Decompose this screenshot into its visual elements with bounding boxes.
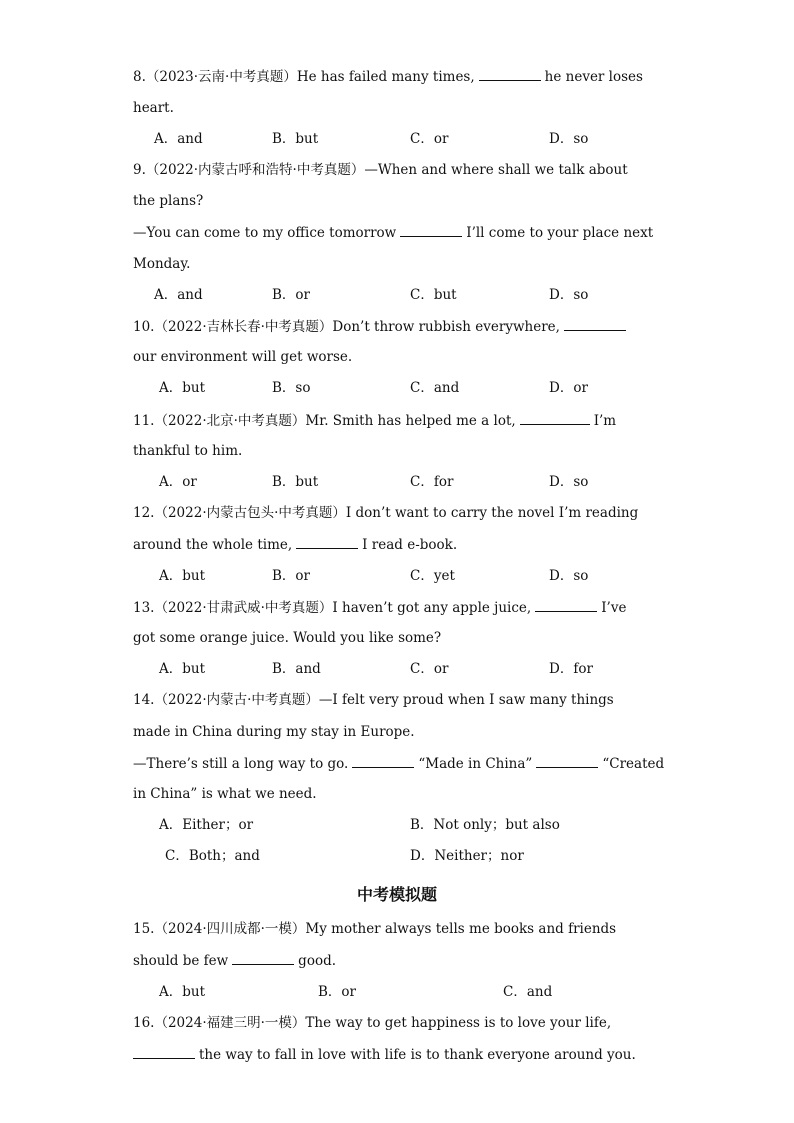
- question-8-line-2: heart.: [133, 100, 174, 116]
- option-b: B．but: [272, 474, 319, 490]
- question-9-text-end: I’ll come to your place next: [466, 225, 654, 241]
- answer-blank: [400, 224, 462, 237]
- question-12-line-2: [133, 536, 653, 553]
- option-b: B．so: [272, 380, 311, 396]
- question-10-options: [0, 380, 794, 396]
- option-c: C．for: [410, 474, 454, 490]
- option-c: C．and: [503, 984, 553, 1000]
- option-b: B．but: [272, 131, 319, 147]
- question-15-text: should be few: [133, 953, 229, 969]
- question-12-text: around the whole time,: [133, 537, 293, 553]
- question-12-line-1: 12.（2022·内蒙古包头·中考真题）I don’t want to carry the novel I’m reading: [133, 505, 639, 521]
- question-16-text: the way to fall in love with life is to thank everyone around you.: [199, 1047, 636, 1063]
- option-a: A．and: [154, 287, 203, 303]
- question-14-options-row-2: [0, 848, 794, 864]
- question-13-options: [0, 661, 794, 677]
- question-9-line-1: 9.（2022·内蒙古呼和浩特·中考真题）—When and where shall we talk about: [133, 162, 628, 178]
- question-14-text: —There’s still a long way to go.: [133, 756, 349, 772]
- question-8-line-1: [133, 68, 653, 85]
- question-14-text-mid: “Made in China”: [418, 756, 533, 772]
- option-d: D．so: [549, 474, 589, 490]
- question-14-text-end: “Created: [602, 756, 665, 772]
- question-11-text: 11.（2022·北京·中考真题）Mr. Smith has helped me a lot,: [133, 413, 516, 429]
- option-b: B．or: [272, 568, 311, 584]
- question-15-text-end: good.: [298, 953, 337, 969]
- question-10-line-1: [133, 318, 653, 335]
- answer-blank: [232, 952, 294, 965]
- option-a: A．and: [154, 131, 203, 147]
- question-10-text: 10.（2022·吉林长春·中考真题）Don’t throw rubbish everywhere,: [133, 319, 560, 335]
- question-15-options: [0, 984, 794, 1000]
- option-a: A．but: [159, 380, 206, 396]
- option-a: A．but: [159, 568, 206, 584]
- section-title: 中考模拟题: [356, 885, 437, 904]
- question-8-text-end: he never loses: [544, 69, 643, 85]
- option-d: D．so: [549, 287, 589, 303]
- question-9-text: —You can come to my office tomorrow: [133, 225, 397, 241]
- question-13-line-2: got some orange juice. Would you like some?: [133, 630, 442, 646]
- question-10-line-2: our environment will get worse.: [133, 349, 353, 365]
- question-16-line-2: [133, 1046, 653, 1063]
- option-b: B．Not only；but also: [410, 817, 560, 833]
- question-15-line-1: 15.（2024·四川成都·一模）My mother always tells me books and friends: [133, 921, 617, 937]
- option-d: D．or: [549, 380, 588, 396]
- answer-blank: [520, 412, 590, 425]
- question-16-line-1: 16.（2024·福建三明·一模）The way to get happiness is to love your life,: [133, 1015, 612, 1031]
- question-11-line-1: [133, 412, 653, 429]
- question-9-line-3: [133, 224, 653, 241]
- answer-blank: [535, 599, 597, 612]
- question-13-text: 13.（2022·甘肃武威·中考真题）I haven’t got any apple juice,: [133, 600, 532, 616]
- question-8-options: [0, 131, 794, 147]
- question-12-options: [0, 568, 794, 584]
- question-9-line-2: the plans?: [133, 193, 204, 209]
- option-c: C．but: [410, 287, 457, 303]
- option-a: A．or: [159, 474, 197, 490]
- answer-blank: [564, 318, 626, 331]
- option-d: D．Neither；nor: [410, 848, 524, 864]
- option-a: A．but: [159, 984, 206, 1000]
- option-b: B．or: [318, 984, 357, 1000]
- option-d: D．so: [549, 568, 589, 584]
- option-c: C．and: [410, 380, 460, 396]
- option-b: B．or: [272, 287, 311, 303]
- option-d: D．for: [549, 661, 593, 677]
- question-11-text-end: I’m: [593, 413, 617, 429]
- option-a: A．Either；or: [159, 817, 254, 833]
- option-c: C．Both；and: [165, 848, 260, 864]
- question-9-line-4: Monday.: [133, 256, 191, 272]
- question-13-line-1: [133, 599, 653, 616]
- option-c: C．or: [410, 131, 449, 147]
- answer-blank: [296, 536, 358, 549]
- question-14-line-4: in China” is what we need.: [133, 786, 317, 802]
- question-13-text-end: I’ve: [601, 600, 627, 616]
- answer-blank: [536, 755, 598, 768]
- option-c: C．or: [410, 661, 449, 677]
- question-15-line-2: [133, 952, 653, 969]
- question-8-text: 8.（2023·云南·中考真题）He has failed many times,: [133, 69, 475, 85]
- question-14-options-row-1: [0, 817, 794, 833]
- question-11-line-2: thankful to him.: [133, 443, 243, 459]
- answer-blank: [133, 1046, 195, 1059]
- option-d: D．so: [549, 131, 589, 147]
- option-b: B．and: [272, 661, 321, 677]
- question-14-line-1: 14.（2022·内蒙古·中考真题）—I felt very proud when I saw many things: [133, 692, 614, 708]
- answer-blank: [352, 755, 414, 768]
- question-14-line-3: [133, 755, 665, 772]
- question-14-line-2: made in China during my stay in Europe.: [133, 724, 415, 740]
- question-11-options: [0, 474, 794, 490]
- question-12-text-end: I read e-book.: [362, 537, 458, 553]
- option-a: A．but: [159, 661, 206, 677]
- option-c: C．yet: [410, 568, 455, 584]
- answer-blank: [479, 68, 541, 81]
- question-9-options: [0, 287, 794, 303]
